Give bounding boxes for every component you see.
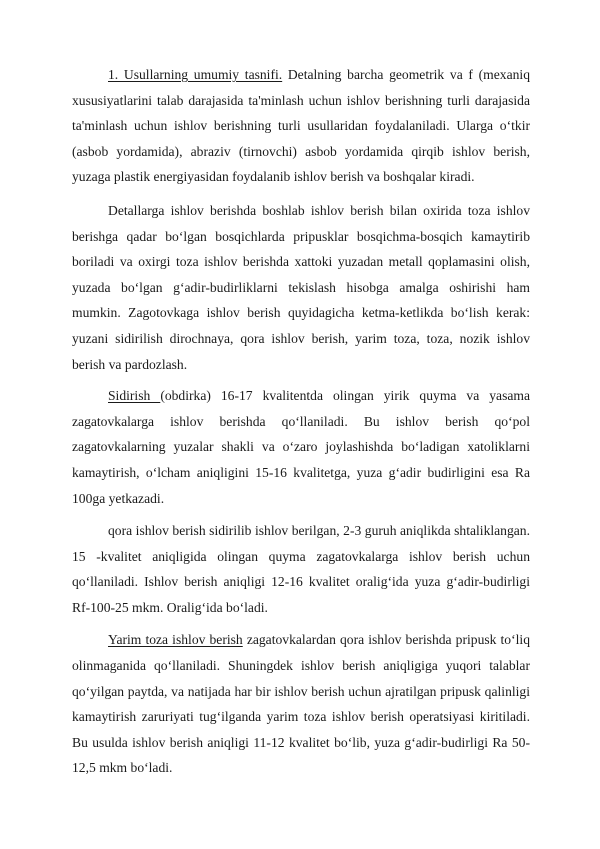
paragraph-sidirish	[72, 383, 530, 511]
paragraph-text: (obdirka) 16-17 kvalitentda olingan yirik quyma va yasama zagatovkalarga ishlov berishda qo‘llaniladi. Bu ishlov berish qo‘pol zagatovkalarning yuzalar shakli va o‘zaro joylashishda bo‘ladigan xatoliklarni kamaytirish, o‘lcham aniqligini 15-16 kvalitetga, yuza g‘adir budirligini esa Ra 100ga yetkazadi.	[72, 388, 531, 506]
term-sidirish: Sidirish	[108, 388, 161, 404]
term-yarim-toza: Yarim toza ishlov berish	[108, 632, 243, 648]
paragraph-text: zagatovkalardan qora ishlov berishda pripusk to‘liq olinmaganida qo‘llaniladi. Shuningdek ishlov berish aniqligiga yuqori talablar qo‘yilgan paytda, va natijada har bir ishlov berish uchun ajratilgan pripusk qalinligi kamaytirish zaruriyati tug‘ilganda yarim toza ishlov berish operatsiyasi kiritiladi. Bu usulda ishlov berish aniqligi 11-12 kvalitet bo‘lib, yuza g‘adir-budirligi Ra 50-12,5 mkm bo‘ladi.	[72, 632, 530, 776]
paragraph-yarim-toza	[72, 627, 530, 781]
paragraph-text: Detalning barcha geometrik va f (mexaniq xususiyatlarini talab darajasida ta'minlash uchun ishlov berishning turli darajasida ta'minlash uchun ishlov berishning turli usullaridan foydalaniladi. Ularga o‘tkir (asbob yordamida), abraziv (tirnovchi) asbob yordamida qirqib ishlov berish, yuzaga plastik energiyasidan foydalanib ishlov berish va boshqalar kiradi.	[72, 67, 530, 185]
section-heading: 1. Usullarning umumiy tasnifi.	[108, 67, 283, 82]
paragraph-detallarga-ishlov	[72, 198, 530, 377]
paragraph-usullar-tasnifi	[72, 62, 530, 190]
document-body	[72, 62, 530, 787]
paragraph-qora-ishlov	[72, 518, 530, 620]
paragraph-text: qora ishlov berish sidirilib ishlov berilgan, 2-3 guruh aniqlikda shtaliklangan. 15 -kvalitet aniqligida olingan quyma zagatovkalarga ishlov berish uchun qo‘llaniladi. Ishlov berish aniqligi 12-16 kvalitet oralig‘ida yuza g‘adir-budirligi Rf-100-25 mkm. Oralig‘ida bo‘ladi.	[72, 523, 530, 615]
paragraph-text: Detallarga ishlov berishda boshlab ishlov berish bilan oxirida toza ishlov berishga qadar bo‘lgan bosqichlarda pripusklar bosqichma-bosqich kamaytirib boriladi va oxirgi toza ishlov berishda xattoki yuzadan metall qoplamasini olish, yuzada bo‘lgan g‘adir-budirliklarni tekislash hisobga amalga oshirishi ham mumkin. Zagotovkaga ishlov berish quyidagicha ketma-ketlikda bo‘lish kerak: yuzani sidirilish dirochnaya, qora ishlov berish, yarim toza, toza, nozik ishlov berish va pardozlash.	[72, 202, 530, 372]
